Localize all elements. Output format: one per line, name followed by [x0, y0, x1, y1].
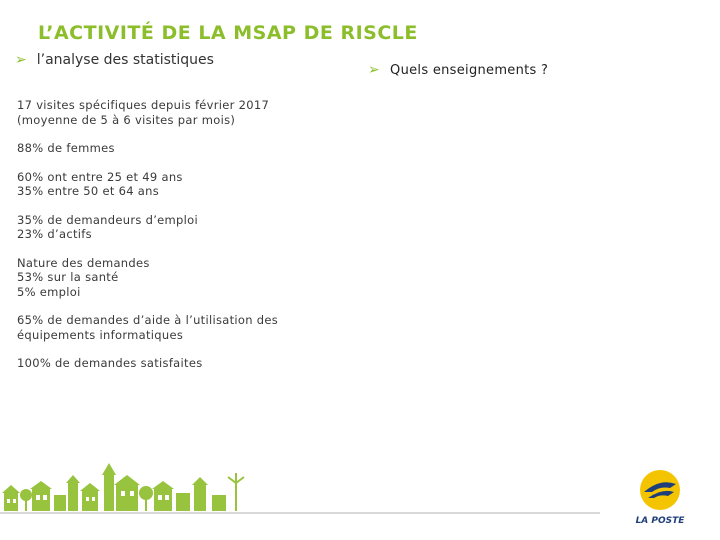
- right-heading-label: Quels enseignements ?: [390, 62, 549, 78]
- right-heading: [368, 62, 548, 78]
- statistics-list: [17, 98, 357, 385]
- footer-divider: [0, 512, 600, 514]
- stat-line: 65% de demandes d’aide à l’utilisation des: [17, 313, 279, 327]
- stat-line: 60% ont entre 25 et 49 ans: [17, 169, 183, 184]
- stat-women: [17, 141, 357, 156]
- stat-line: 35% de demandeurs d’emploi: [17, 212, 198, 227]
- stat-nature: [17, 256, 357, 300]
- stat-line: 88% de femmes: [17, 141, 115, 155]
- arrow-bullet-icon: ➢: [15, 52, 27, 68]
- left-heading: [15, 52, 214, 68]
- la-poste-bird-icon: [630, 468, 690, 528]
- village-skyline-icon: [0, 455, 260, 515]
- stat-line: Nature des demandes: [17, 255, 150, 270]
- arrow-bullet-icon: ➢: [368, 62, 381, 78]
- stat-line: 17 visites spécifiques depuis février 2017: [17, 98, 270, 112]
- stat-line: équipements informatiques: [17, 327, 184, 342]
- stat-help: [17, 313, 357, 342]
- stat-line: 23% d’actifs: [17, 227, 92, 241]
- stat-satisfied: [17, 356, 357, 371]
- stat-line: 53% sur la santé: [17, 270, 119, 284]
- stat-employment: [17, 213, 357, 242]
- stat-line: 35% entre 50 et 64 ans: [17, 184, 160, 198]
- stat-line: 100% de demandes satisfaites: [17, 356, 203, 370]
- stat-visits: [17, 98, 357, 127]
- logo-text: LA POSTE: [635, 516, 685, 526]
- page-title: L’ACTIVITÉ DE LA MSAP DE RISCLE: [38, 22, 418, 44]
- stat-age: [17, 170, 357, 199]
- stat-line: (moyenne de 5 à 6 visites par mois): [17, 112, 236, 127]
- left-heading-label: l’analyse des statistiques: [36, 52, 214, 68]
- stat-line: 5% emploi: [17, 284, 81, 299]
